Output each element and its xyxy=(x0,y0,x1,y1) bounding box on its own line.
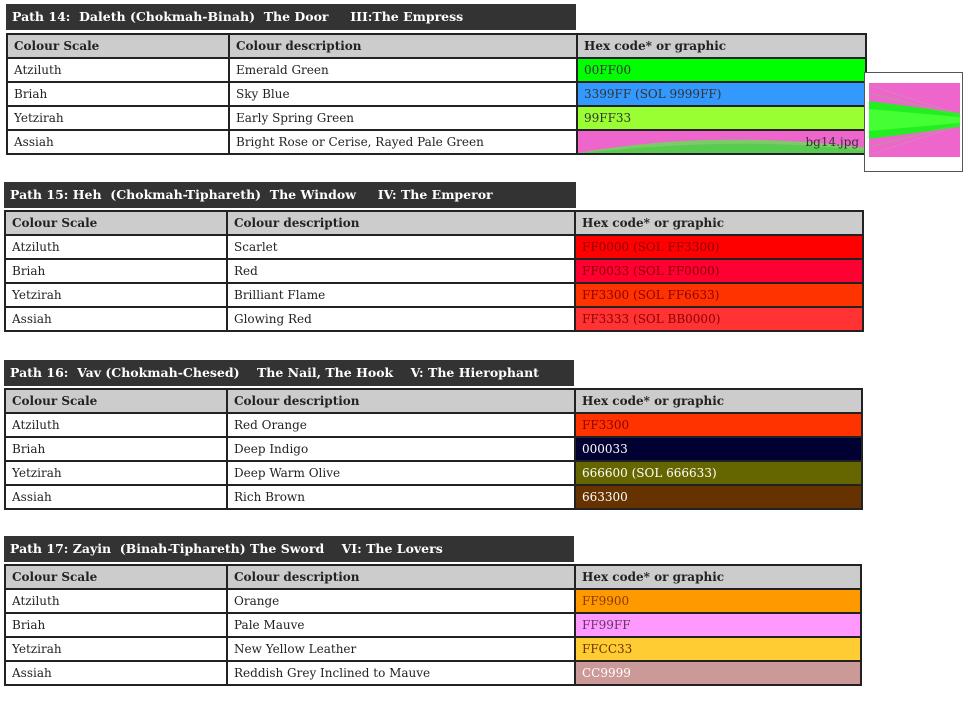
colour-description-cell: Pale Mauve xyxy=(227,613,575,637)
path-title: Path 17: Zayin (Binah-Tiphareth) The Sword VI: The Lovers xyxy=(4,536,574,562)
hex-swatch-cell xyxy=(575,613,861,637)
colour-table xyxy=(6,33,867,155)
colour-scale-cell: Briah xyxy=(5,259,227,283)
header-row xyxy=(5,211,863,235)
colour-description-cell: Deep Indigo xyxy=(227,437,575,461)
hex-swatch-cell xyxy=(575,589,861,613)
hex-code-header: Hex code* or graphic xyxy=(575,565,861,589)
table-row xyxy=(7,82,866,106)
hex-code: 99FF33 xyxy=(584,111,632,125)
path-title: Path 15: Heh (Chokmah-Tiphareth) The Window IV: The Emperor xyxy=(4,182,576,208)
hex-code: FF3300 (SOL FF6633) xyxy=(582,288,720,302)
colour-table xyxy=(4,388,863,510)
hex-swatch-cell xyxy=(577,58,866,82)
colour-scale-cell: Atziluth xyxy=(5,413,227,437)
colour-description-cell: Deep Warm Olive xyxy=(227,461,575,485)
hex-code: FF9900 xyxy=(582,594,630,608)
hex-swatch-cell xyxy=(575,307,863,331)
hex-swatch-cell xyxy=(575,437,862,461)
colour-description-cell: Sky Blue xyxy=(229,82,577,106)
colour-description-header: Colour description xyxy=(227,389,575,413)
hex-code: FF0033 (SOL FF0000) xyxy=(582,264,720,278)
header-row xyxy=(5,389,862,413)
colour-scale-header: Colour Scale xyxy=(5,211,227,235)
colour-scale-cell: Yetzirah xyxy=(7,106,229,130)
colour-description-cell: New Yellow Leather xyxy=(227,637,575,661)
hex-swatch-cell xyxy=(575,485,862,509)
table-row xyxy=(5,461,862,485)
colour-scale-cell: Yetzirah xyxy=(5,461,227,485)
table-row xyxy=(5,637,861,661)
colour-description-cell: Rich Brown xyxy=(227,485,575,509)
hex-swatch-cell xyxy=(575,235,863,259)
hex-swatch-cell xyxy=(575,259,863,283)
path-title: Path 16: Vav (Chokmah-Chesed) The Nail, The Hook V: The Hierophant xyxy=(4,360,574,386)
graphic-swatch-cell xyxy=(577,130,866,154)
hex-swatch-cell xyxy=(575,461,862,485)
hex-code: 663300 xyxy=(582,490,628,504)
colour-scale-cell: Briah xyxy=(5,613,227,637)
hex-code: FF0000 (SOL FF3300) xyxy=(582,240,720,254)
colour-table xyxy=(4,210,864,332)
hex-code-header: Hex code* or graphic xyxy=(575,211,863,235)
hex-code: 000033 xyxy=(582,442,628,456)
colour-scale-header: Colour Scale xyxy=(5,565,227,589)
hex-swatch-cell xyxy=(575,637,861,661)
table-row xyxy=(5,235,863,259)
colour-scale-cell: Yetzirah xyxy=(5,283,227,307)
table-row xyxy=(5,437,862,461)
header-row xyxy=(5,565,861,589)
hex-code: FFCC33 xyxy=(582,642,633,656)
colour-description-cell: Orange xyxy=(227,589,575,613)
colour-scale-cell: Assiah xyxy=(5,307,227,331)
table-row xyxy=(5,485,862,509)
table-row xyxy=(5,259,863,283)
table-row xyxy=(5,661,861,685)
colour-scale-cell: Atziluth xyxy=(7,58,229,82)
hex-code: FF3300 xyxy=(582,418,630,432)
table-row xyxy=(5,283,863,307)
colour-description-cell: Emerald Green xyxy=(229,58,577,82)
colour-description-cell: Red xyxy=(227,259,575,283)
table-row xyxy=(5,613,861,637)
colour-scale-cell: Briah xyxy=(5,437,227,461)
hex-code: 666600 (SOL 666633) xyxy=(582,466,717,480)
header-row xyxy=(7,34,866,58)
colour-scale-cell: Assiah xyxy=(5,661,227,685)
colour-description-cell: Red Orange xyxy=(227,413,575,437)
graphic-filename: bg14.jpg xyxy=(805,135,859,149)
hex-code: FF99FF xyxy=(582,618,631,632)
colour-description-cell: Reddish Grey Inclined to Mauve xyxy=(227,661,575,685)
hex-code-header: Hex code* or graphic xyxy=(577,34,866,58)
colour-description-cell: Bright Rose or Cerise, Rayed Pale Green xyxy=(229,130,577,154)
hex-code: 3399FF (SOL 9999FF) xyxy=(584,87,722,101)
table-row xyxy=(5,589,861,613)
hex-swatch-cell xyxy=(575,661,861,685)
colour-description-header: Colour description xyxy=(227,211,575,235)
colour-description-cell: Glowing Red xyxy=(227,307,575,331)
table-row xyxy=(5,307,863,331)
colour-scale-cell: Yetzirah xyxy=(5,637,227,661)
colour-scale-header: Colour Scale xyxy=(5,389,227,413)
bg14-thumbnail xyxy=(864,72,963,172)
colour-scale-cell: Assiah xyxy=(5,485,227,509)
table-row xyxy=(7,106,866,130)
hex-swatch-cell xyxy=(577,82,866,106)
colour-scale-cell: Briah xyxy=(7,82,229,106)
table-row xyxy=(7,58,866,82)
colour-description-cell: Brilliant Flame xyxy=(227,283,575,307)
hex-code: CC9999 xyxy=(582,666,631,680)
colour-description-cell: Scarlet xyxy=(227,235,575,259)
path-title: Path 14: Daleth (Chokmah-Binah) The Door III:The Empress xyxy=(6,4,576,30)
colour-description-header: Colour description xyxy=(229,34,577,58)
hex-code: FF3333 (SOL BB0000) xyxy=(582,312,721,326)
colour-scale-cell: Assiah xyxy=(7,130,229,154)
colour-scale-cell: Atziluth xyxy=(5,589,227,613)
colour-scale-header: Colour Scale xyxy=(7,34,229,58)
table-row xyxy=(7,130,866,154)
hex-swatch-cell xyxy=(575,283,863,307)
table-row xyxy=(5,413,862,437)
colour-table xyxy=(4,564,862,686)
hex-code: 00FF00 xyxy=(584,63,632,77)
colour-description-header: Colour description xyxy=(227,565,575,589)
hex-swatch-cell xyxy=(577,106,866,130)
hex-code-header: Hex code* or graphic xyxy=(575,389,862,413)
colour-scale-cell: Atziluth xyxy=(5,235,227,259)
colour-description-cell: Early Spring Green xyxy=(229,106,577,130)
rayed-pale-green-graphic xyxy=(869,83,960,157)
hex-swatch-cell xyxy=(575,413,862,437)
